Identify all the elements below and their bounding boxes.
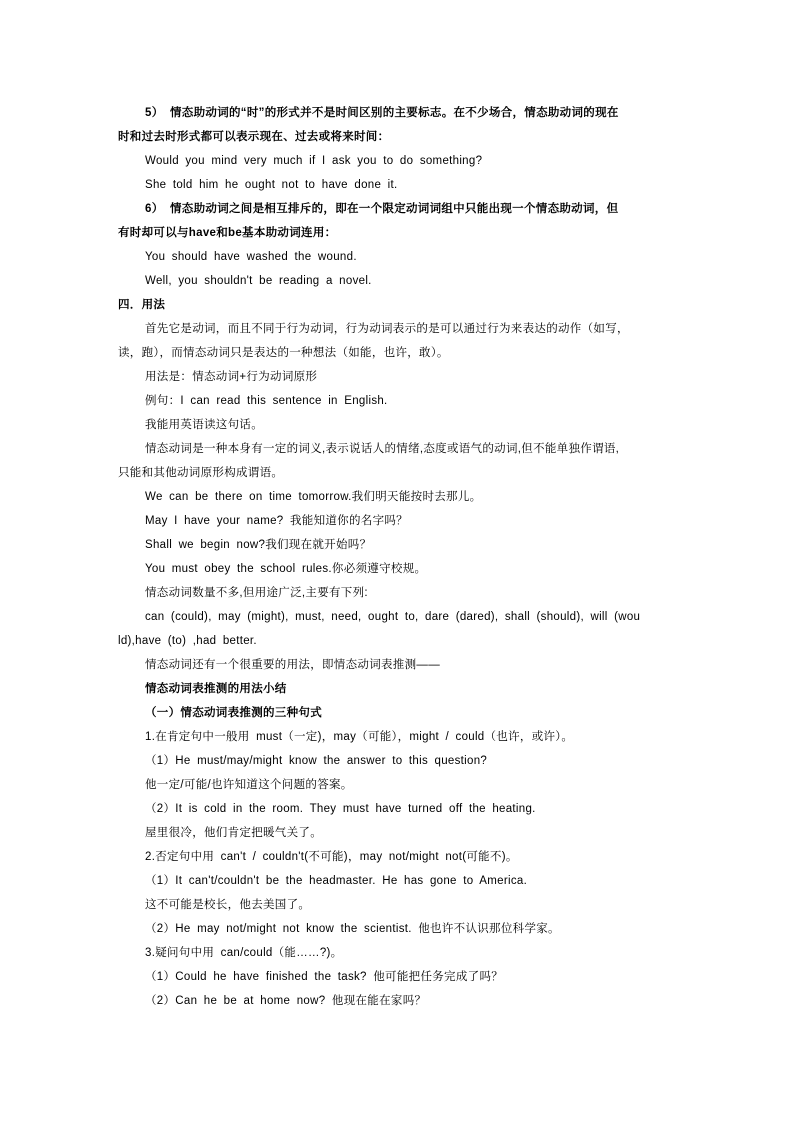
text-line: （一）情态动词表推测的三种句式 — [145, 707, 322, 719]
text-line: 2.否定句中用 can't / couldn't(不可能)，may not/might not(可能不)。 — [145, 851, 518, 863]
text-line: （1）Could he have finished the task? 他可能把任务完成了吗？ — [145, 971, 504, 983]
text-line: She told him he ought not to have done it. — [145, 179, 398, 191]
text-line: 情态动词还有一个很重要的用法，即情态动词表推测—— — [145, 659, 440, 671]
text-line: 例句：I can read this sentence in English. — [145, 395, 388, 407]
text-line: 情态动词数量不多,但用途广泛,主要有下列: — [145, 587, 368, 599]
text-line: 时和过去时形式都可以表示现在、过去或将来时间： — [118, 131, 390, 143]
text-line: Well, you shouldn't be reading a novel. — [145, 275, 372, 287]
text-line: 他一定/可能/也许知道这个问题的答案。 — [145, 779, 353, 791]
text-line: 6） 情态助动词之间是相互排斥的，即在一个限定动词词组中只能出现一个情态助动词，但 — [145, 203, 619, 215]
document-page — [118, 101, 676, 1013]
text-line: 读，跑），而情态动词只是表达的一种想法（如能，也许，敢）。 — [118, 347, 449, 359]
text-line: Shall we begin now?我们现在就开始吗？ — [145, 539, 372, 551]
text-line: 5） 情态助动词的“时”的形式并不是时间区别的主要标志。在不少场合，情态助动词的现在 — [145, 107, 619, 119]
text-line: We can be there on time tomorrow.我们明天能按时去那儿。 — [145, 491, 482, 503]
text-line: May I have your name? 我能知道你的名字吗？ — [145, 515, 408, 527]
text-line: 有时却可以与have和be基本助动词连用： — [118, 227, 337, 239]
text-line: You should have washed the wound. — [145, 251, 357, 263]
text-line: You must obey the school rules.你必须遵守校规。 — [145, 563, 427, 575]
text-line: 我能用英语读这句话。 — [145, 419, 263, 431]
text-line: （2）Can he be at home now? 他现在能在家吗？ — [145, 995, 427, 1007]
text-line: （1）It can't/couldn't be the headmaster. He has gone to America. — [145, 875, 528, 887]
text-line: ld),have (to) ,had better. — [118, 635, 257, 647]
text-line: （2）He may not/might not know the scientist. 他也许不认识那位科学家。 — [145, 923, 560, 935]
text-line: 只能和其他动词原形构成谓语。 — [118, 467, 284, 479]
text-line: （2）It is cold in the room. They must have turned off the heating. — [145, 803, 536, 815]
text-line: （1）He must/may/might know the answer to this question? — [145, 755, 488, 767]
text-line: 首先它是动词，而且不同于行为动词，行为动词表示的是可以通过行为来表达的动作（如写， — [145, 323, 629, 335]
text-line: 这不可能是校长，他去美国了。 — [145, 899, 311, 911]
text-line: Would you mind very much if I ask you to do something? — [145, 155, 483, 167]
text-line: can (could), may (might), must, need, ought to, dare (dared), shall (should), will (wou — [145, 611, 641, 623]
text-line: 3.疑问句中用 can/could（能……?)。 — [145, 947, 343, 959]
text-line: 情态动词表推测的用法小结 — [145, 683, 287, 695]
text-line: 用法是：情态动词+行为动词原形 — [145, 371, 318, 383]
text-line: 四．用法 — [118, 299, 166, 311]
text-line: 屋里很冷，他们肯定把暖气关了。 — [145, 827, 322, 839]
text-line: 情态动词是一种本身有一定的词义,表示说话人的情绪,态度或语气的动词,但不能单独作谓语, — [145, 443, 620, 455]
text-line: 1.在肯定句中一般用 must（一定)，may（可能），might / could（也许，或许）。 — [145, 731, 574, 743]
